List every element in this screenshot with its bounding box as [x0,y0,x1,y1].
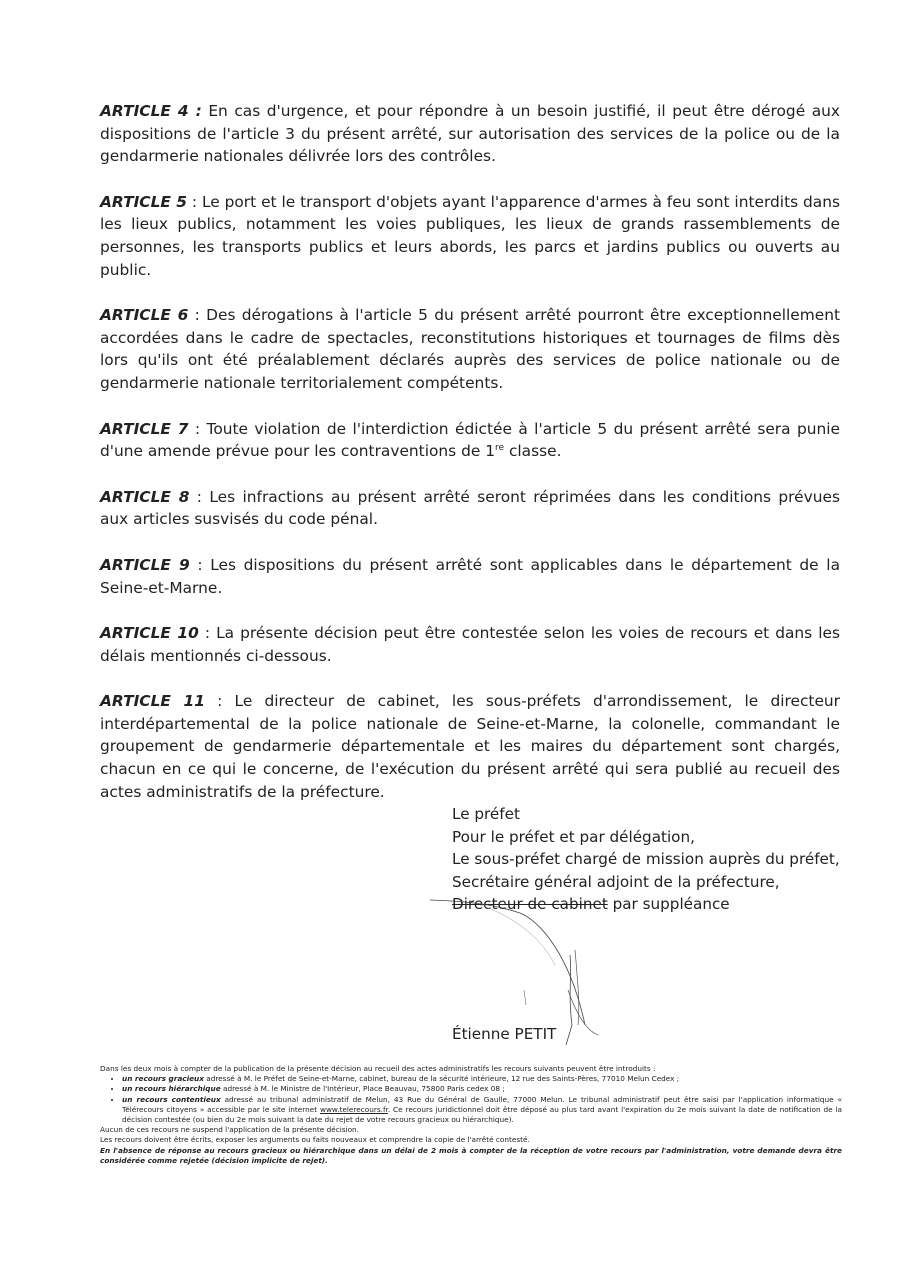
article-text-tail: classe. [504,442,562,461]
article-text: : Le port et le transport d'objets ayant l'apparence d'armes à feu sont interdits dans les lieux publics, notamment les voies publiques, les lieux de grands rassemblements de personnes, les transports publics et leurs abords, les parcs et jardins publics ou ouverts au public. [100,192,840,279]
handwritten-signature [420,895,640,1045]
signer-name: Étienne PETIT [452,1025,557,1043]
signature-title: Le préfet [452,805,520,823]
signature-role-secondary: Secrétaire général adjoint de la préfecture, [452,872,780,891]
article-6 [100,304,840,394]
telerecours-link[interactable]: www.telerecours.fr [319,1104,388,1114]
ordinal-suffix: re [495,443,505,453]
articles-section [100,100,840,826]
appeal-item-hierarchique [122,1084,842,1094]
article-text: : Des dérogations à l'article 5 du présent arrêté pourront être exceptionnellement accordées dans le cadre de spectacles, reconstitutions historiques et tournages de films dès lors qu'ils ont été préalablement déclarés auprès des services de police nationale ou de gendarmerie nationale territorialement compétents. [100,306,840,392]
appeal-text: adressé à M. le Préfet de Seine-et-Marne, cabinet, bureau de la sécurité intérieure, 12 rue des Saints-Pères, 77010 Melun Cedex ; [203,1074,680,1084]
article-text: : Le directeur de cabinet, les sous-préfets d'arrondissement, le directeur interdépartemental de la police nationale de Seine-et-Marne, la colonelle, commandant le groupement de gendarmerie départementale et les maires du département sont chargés, chacun en ce qui le concerne, de l'exécution du présent arrêté qui sera publié au recueil des actes administratifs de la préfecture. [100,692,840,801]
article-11 [100,690,840,803]
article-10 [100,622,840,667]
article-label: ARTICLE 4 : [100,102,202,120]
signature-delegation: Pour le préfet et par délégation, [452,827,695,846]
article-4 [100,100,840,168]
article-text: En cas d'urgence, et pour répondre à un besoin justifié, il peut être dérogé aux dispositions de l'article 3 du présent arrêté, sur autorisation des services de la police ou de la gendarmerie nationales délivrée lors des contrôles. [100,102,840,166]
appeal-item-gracieux [122,1074,842,1084]
appeal-type: un recours hiérarchique [122,1084,221,1094]
appeals-intro: Dans les deux mois à compter de la publication de la présente décision au recueil des actes administratifs les recours suivants peuvent être introduits : [100,1064,656,1073]
article-label: ARTICLE 5 [100,192,187,211]
article-9 [100,554,840,599]
article-text: : Les infractions au présent arrêté seront réprimées dans les conditions prévues aux articles susvisés du code pénal. [100,487,840,529]
article-5 [100,191,840,281]
article-label: ARTICLE 9 [100,555,190,574]
article-label: ARTICLE 6 [100,306,189,325]
substitution-text: par suppléance [607,895,730,914]
article-7 [100,418,840,463]
article-label: ARTICLE 10 [100,624,199,643]
appeal-type: un recours contentieux [122,1094,221,1104]
appeals-list [100,1074,842,1125]
signature-role: Le sous-préfet chargé de mission auprès du préfet, [452,850,840,869]
appeal-text: adressé au tribunal administratif de Melun, 43 Rue du Général de Gaulle, 77000 Melun. Le tribunal administratif peut être saisi par l'application informatique « Télérecours citoyens » accessible par le site internet [122,1094,842,1114]
appeals-warning: En l'absence de réponse au recours gracieux ou hiérarchique dans un délai de 2 mois à compter de la réception de votre recours par l'administration, votre demande devra être considérée comme rejetée (décision implicite de rejet). [100,1145,842,1165]
article-text: : La présente décision peut être contestée selon les voies de recours et dans les délais mentionnés ci-dessous. [100,624,841,665]
article-label: ARTICLE 8 [100,487,190,506]
article-8 [100,486,840,531]
article-label: ARTICLE 7 [100,419,189,438]
article-label: ARTICLE 11 [100,692,205,711]
appeal-item-contentieux [122,1095,842,1126]
appeal-text-tail: . Ce recours juridictionnel doit être déposé au plus tard avant l'expiration du 2e mois suivant la date de notification de la décision contestée (ou bien du 2e mois suivant la date du rejet de votre recours gracieux ou hiérarchique). [122,1104,842,1125]
appeals-notice [100,1064,842,1166]
article-text: : Toute violation de l'interdiction édictée à l'article 5 du présent arrêté sera punie d'une amende prévue pour les contraventions de 1 [100,419,841,461]
appeals-note-format: Les recours doivent être écrits, exposer les arguments ou faits nouveaux et comprendre la copie de l'arrêté contesté. [100,1135,530,1145]
appeals-note-suspension: Aucun de ces recours ne suspend l'application de la présente décision. [100,1125,359,1135]
struck-text: Directeur de cabinet [452,895,608,914]
appeal-text: adressé à M. le Ministre de l'Intérieur, Place Beauvau, 75800 Paris cedex 08 ; [220,1084,505,1094]
article-text: : Les dispositions du présent arrêté sont applicables dans le département de la Seine-et-Marne. [100,555,840,597]
appeal-type: un recours gracieux [122,1074,204,1084]
